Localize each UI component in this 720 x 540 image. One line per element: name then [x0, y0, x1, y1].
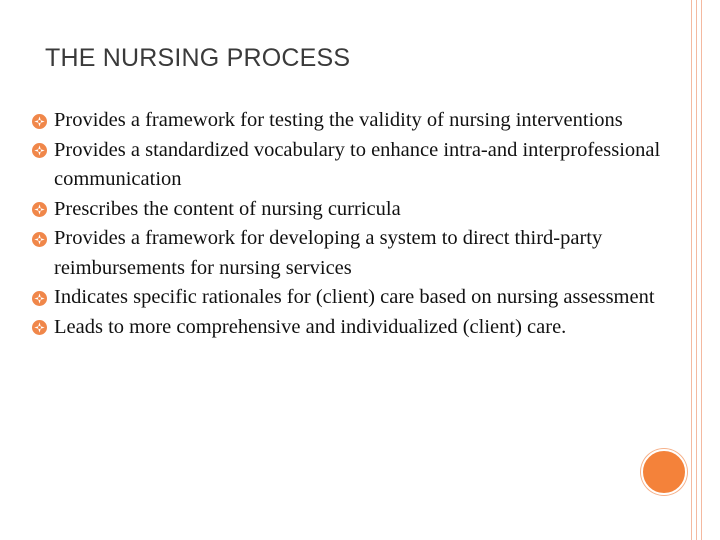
- bullet-text: Provides a framework for testing the validity of nursing interventions: [54, 109, 623, 131]
- flower-bullet-icon: [32, 143, 47, 158]
- bullet-text: Leads to more comprehensive and individualized (client) care.: [54, 315, 567, 338]
- bullet-list: [32, 106, 672, 342]
- flower-bullet-icon: [32, 320, 47, 335]
- flower-bullet-icon: [32, 202, 47, 217]
- slide-border-line: [696, 0, 697, 540]
- bullet-item: [32, 195, 672, 225]
- bullet-text: Provides a standardized vocabulary to enhance intra-and interprofessional communication: [54, 138, 661, 190]
- slide-title: THE NURSING PROCESS: [45, 44, 351, 72]
- bullet-text: Provides a framework for developing a system to direct third-party reimbursements for nursing services: [54, 227, 603, 279]
- slide-border-line: [691, 0, 692, 540]
- bullet-item: [32, 106, 672, 136]
- flower-bullet-icon: [32, 232, 47, 247]
- bullet-item: [32, 283, 672, 313]
- decorative-circle: [641, 449, 687, 495]
- bullet-item: [32, 136, 672, 195]
- bullet-item: [32, 313, 672, 343]
- bullet-text: Indicates specific rationales for (client) care based on nursing assessment: [54, 286, 655, 308]
- flower-bullet-icon: [32, 114, 47, 129]
- bullet-text: Prescribes the content of nursing curricula: [54, 197, 401, 220]
- bullet-item: [32, 224, 672, 283]
- flower-bullet-icon: [32, 291, 47, 306]
- slide-border-line: [701, 0, 702, 540]
